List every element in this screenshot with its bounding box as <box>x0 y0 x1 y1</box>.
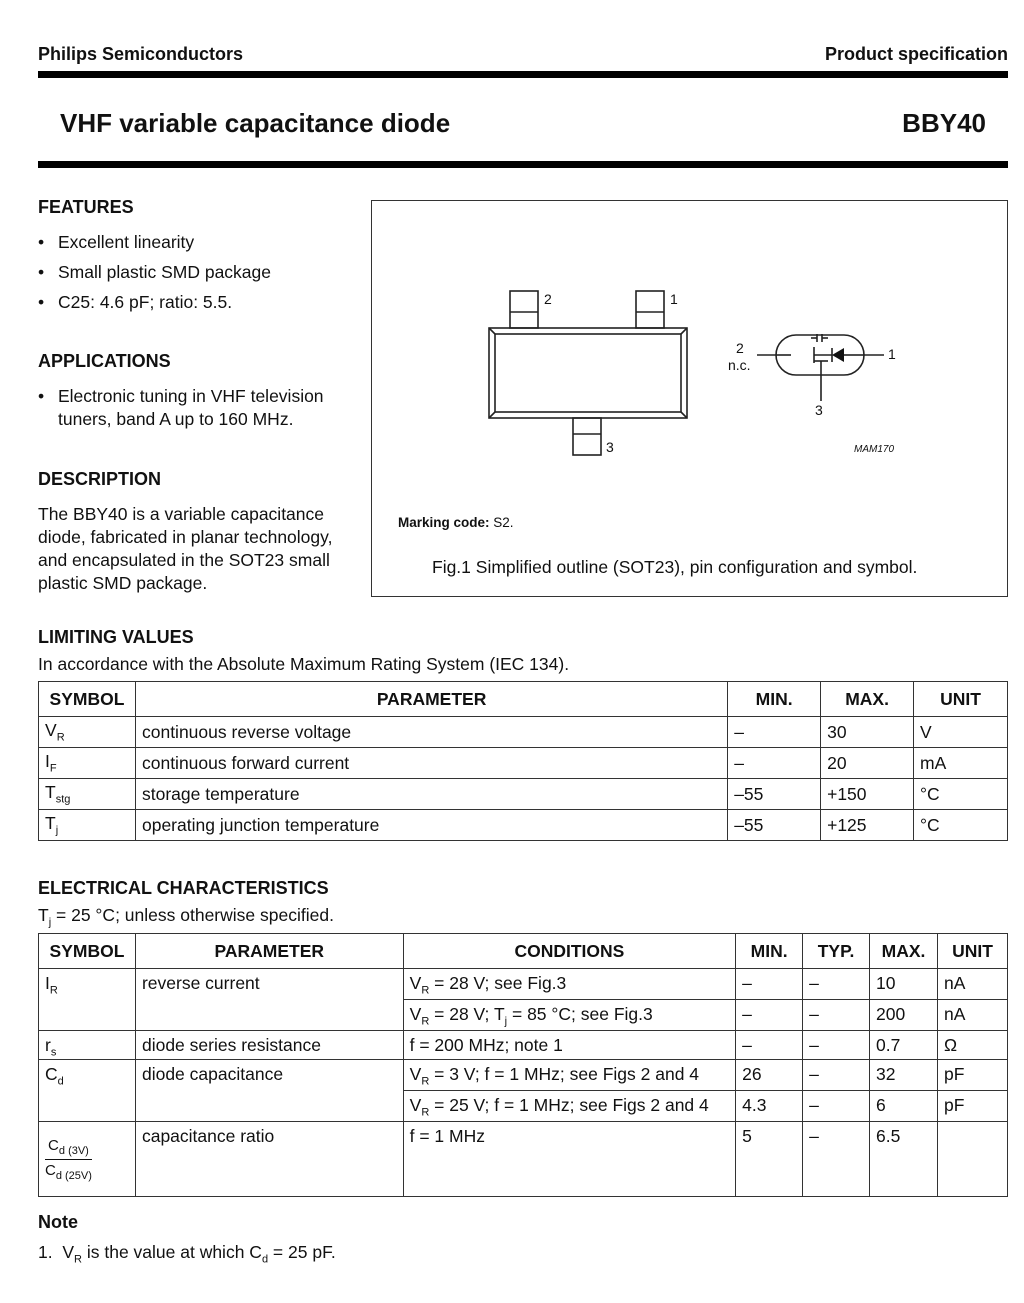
conditions-cell: f = 1 MHz <box>403 1122 736 1197</box>
symbol-cell: $I_R$ <box>39 969 136 1031</box>
table-row <box>39 779 1008 810</box>
typ-cell: – <box>803 1091 870 1122</box>
unit-cell <box>938 1122 1008 1197</box>
unit-cell: nA <box>938 969 1008 1000</box>
column-header: MAX. <box>821 682 914 717</box>
symbol-cell: $C_d$ <box>39 1060 136 1122</box>
table-row <box>39 969 1008 1000</box>
max-cell: 6.5 <box>870 1122 938 1197</box>
conditions-cell: $V_R = 28$ V; $T_j = 85$ °C; see Fig.3 <box>403 1000 736 1031</box>
table-row <box>39 1060 1008 1091</box>
part-number: BBY40 <box>902 108 986 138</box>
applications-heading: APPLICATIONS <box>38 351 171 371</box>
symbol-cell: $T_j$ <box>39 810 136 841</box>
parameter-cell: diode series resistance <box>135 1031 403 1060</box>
min-cell: – <box>736 1031 803 1060</box>
max-cell: 10 <box>870 969 938 1000</box>
column-header: MIN. <box>728 682 821 717</box>
electrical-characteristics-heading: ELECTRICAL CHARACTERISTICS <box>38 878 329 898</box>
min-cell: 4.3 <box>736 1091 803 1122</box>
unit-cell: pF <box>938 1060 1008 1091</box>
max-cell: 200 <box>870 1000 938 1031</box>
typ-cell: – <box>803 969 870 1000</box>
column-header: PARAMETER <box>135 934 403 969</box>
electrical-characteristics-table <box>38 933 1008 1197</box>
min-cell: – <box>736 969 803 1000</box>
column-header: SYMBOL <box>39 682 136 717</box>
symbol-pin3-label: 3 <box>815 402 823 418</box>
conditions-cell: $V_R = 25$ V; f = 1 MHz; see Figs 2 and 4 <box>403 1091 736 1122</box>
marking-code-value: S2. <box>493 515 514 530</box>
parameter-cell: diode capacitance <box>135 1060 403 1122</box>
symbol-cell: $r_s$ <box>39 1031 136 1060</box>
company-name: Philips Semiconductors <box>38 44 244 64</box>
min-cell: –55 <box>728 810 821 841</box>
limiting-values-table <box>38 681 1008 841</box>
table-row <box>39 810 1008 841</box>
conditions-cell: $V_R = 28$ V; see Fig.3 <box>403 969 736 1000</box>
parameter-cell: capacitance ratio <box>135 1122 403 1197</box>
symbol-pin2-label: 2 <box>736 340 744 356</box>
max-cell: 6 <box>870 1091 938 1122</box>
table-row <box>39 717 1008 748</box>
symbol-nc-label: n.c. <box>728 357 751 373</box>
column-header: TYP. <box>803 934 870 969</box>
table-header-row <box>39 934 1008 969</box>
typ-cell: – <box>803 1031 870 1060</box>
sot23-outline-and-symbol-drawing <box>372 201 1009 598</box>
table-row <box>39 1122 1008 1197</box>
conditions-cell: f = 200 MHz; note 1 <box>403 1031 736 1060</box>
typ-cell: – <box>803 1060 870 1091</box>
table-header-row <box>39 682 1008 717</box>
features-heading: FEATURES <box>38 197 134 217</box>
min-cell: 5 <box>736 1122 803 1197</box>
min-cell: 26 <box>736 1060 803 1091</box>
pin-label: 2 <box>544 291 552 307</box>
parameter-cell: continuous forward current <box>135 748 727 779</box>
symbol-cell: $V_R$ <box>39 717 136 748</box>
max-cell: 0.7 <box>870 1031 938 1060</box>
pin-label: 1 <box>670 291 678 307</box>
limiting-values-heading: LIMITING VALUES <box>38 627 194 647</box>
typ-cell: – <box>803 1000 870 1031</box>
column-header: PARAMETER <box>135 682 727 717</box>
column-header: UNIT <box>938 934 1008 969</box>
min-cell: – <box>728 748 821 779</box>
table-row <box>39 748 1008 779</box>
min-cell: – <box>736 1000 803 1031</box>
description-text: The BBY40 is a variable capacitance diode, fabricated in planar technology, and encapsulated in the SOT23 small plastic SMD package. <box>38 504 333 593</box>
marking-code-label: Marking code: <box>398 515 490 530</box>
features-list <box>38 231 358 314</box>
unit-cell: Ω <box>938 1031 1008 1060</box>
document-title: VHF variable capacitance diode <box>60 108 451 138</box>
min-cell: –55 <box>728 779 821 810</box>
drawing-code: MAM170 <box>854 444 895 455</box>
parameter-cell: continuous reverse voltage <box>135 717 727 748</box>
min-cell: – <box>728 717 821 748</box>
max-cell: +125 <box>821 810 914 841</box>
typ-cell: – <box>803 1122 870 1197</box>
feature-item: • C25: 4.6 pF; ratio: 5.5. <box>38 291 358 314</box>
max-cell: 30 <box>821 717 914 748</box>
note-text: 1. $V_R$ is the value at which $C_d = 25$ pF. <box>38 1242 336 1266</box>
header-rule <box>38 71 1008 78</box>
column-header: CONDITIONS <box>403 934 736 969</box>
unit-cell: V <box>914 717 1008 748</box>
conditions-cell: $V_R = 3$ V; f = 1 MHz; see Figs 2 and 4 <box>403 1060 736 1091</box>
column-header: MAX. <box>870 934 938 969</box>
document-type: Product specification <box>824 44 1008 64</box>
symbol-cell: $I_F$ <box>39 748 136 779</box>
parameter-cell: operating junction temperature <box>135 810 727 841</box>
max-cell: 32 <box>870 1060 938 1091</box>
symbol-cell: $T_{stg}$ <box>39 779 136 810</box>
parameter-cell: reverse current <box>135 969 403 1031</box>
unit-cell: °C <box>914 810 1008 841</box>
title-rule <box>38 161 1008 168</box>
capacitance-ratio-fraction: $\frac{C_{d (3V)}}{C_{d (25V)}}$ <box>45 1136 92 1182</box>
max-cell: 20 <box>821 748 914 779</box>
symbol-cell <box>39 1122 136 1197</box>
max-cell: +150 <box>821 779 914 810</box>
note-heading: Note <box>38 1212 78 1232</box>
description-heading: DESCRIPTION <box>38 469 162 489</box>
column-header: UNIT <box>914 682 1008 717</box>
figure-caption: Fig.1 Simplified outline (SOT23), pin configuration and symbol. <box>432 557 918 577</box>
pin-label: 3 <box>606 439 614 455</box>
feature-item: • Small plastic SMD package <box>38 261 358 284</box>
limiting-values-intro: In accordance with the Absolute Maximum Rating System (IEC 134). <box>38 654 570 674</box>
figure-box <box>371 200 1008 597</box>
marking-code <box>398 515 514 530</box>
unit-cell: nA <box>938 1000 1008 1031</box>
column-header: SYMBOL <box>39 934 136 969</box>
unit-cell: pF <box>938 1091 1008 1122</box>
unit-cell: °C <box>914 779 1008 810</box>
feature-item: • Excellent linearity <box>38 231 358 254</box>
applications-list <box>38 385 353 431</box>
unit-cell: mA <box>914 748 1008 779</box>
column-header: MIN. <box>736 934 803 969</box>
parameter-cell: storage temperature <box>135 779 727 810</box>
table-row <box>39 1031 1008 1060</box>
electrical-characteristics-intro: $T_j = 25$ °C; unless otherwise specified. <box>38 905 334 929</box>
symbol-pin1-label: 1 <box>888 346 896 362</box>
application-item: • Electronic tuning in VHF television tuners, band A up to 160 MHz. <box>38 385 353 431</box>
